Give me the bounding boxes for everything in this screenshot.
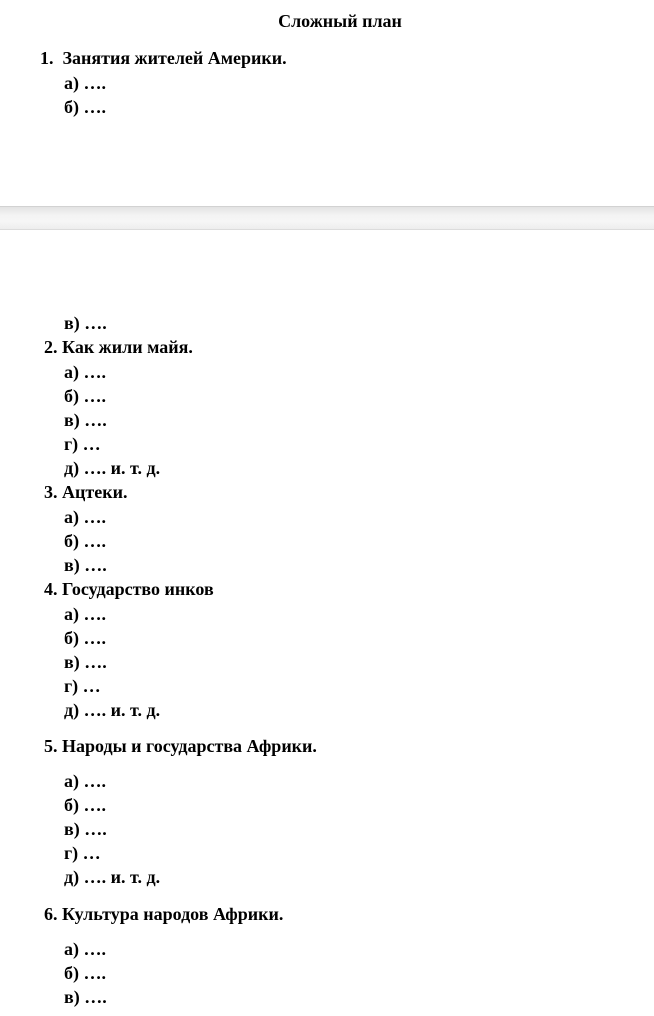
section-3-title: Ацтеки. xyxy=(62,482,128,502)
section-4-title: Государство инков xyxy=(62,579,214,599)
section-2-title: Как жили майя. xyxy=(62,337,193,357)
section-2-heading xyxy=(44,336,193,358)
section-6-title: Культура народов Африки. xyxy=(62,904,284,924)
section-3-heading xyxy=(44,481,127,503)
section-5-item-d: г) … xyxy=(64,843,101,863)
section-5-item-b: б) …. xyxy=(64,795,106,815)
section-1-item-a: а) …. xyxy=(64,73,106,93)
section-1-title: Занятия жителей Америки. xyxy=(62,48,287,68)
section-4-item-e: д) …. и. т. д. xyxy=(64,700,161,720)
section-4-item-d: г) … xyxy=(64,676,101,696)
section-4-number: 4. xyxy=(44,579,58,599)
section-5-title: Народы и государства Африки. xyxy=(62,736,317,756)
section-4-heading xyxy=(44,578,214,600)
section-1-number: 1. xyxy=(40,48,54,68)
section-1-item-c: в) …. xyxy=(64,313,107,333)
section-6-heading xyxy=(44,903,283,925)
page-separator xyxy=(0,206,654,230)
section-5-item-a: а) …. xyxy=(64,771,106,791)
section-1-heading xyxy=(40,47,287,69)
section-3-number: 3. xyxy=(44,482,58,502)
section-5-number: 5. xyxy=(44,736,58,756)
section-2-item-d: г) … xyxy=(64,434,101,454)
section-3-item-c: в) …. xyxy=(64,555,107,575)
section-6-number: 6. xyxy=(44,904,58,924)
section-2-item-b: б) …. xyxy=(64,386,106,406)
section-3-item-b: б) …. xyxy=(64,531,106,551)
section-3-item-a: а) …. xyxy=(64,507,106,527)
section-1-item-b: б) …. xyxy=(64,97,106,117)
document-title: Сложный план xyxy=(278,11,402,31)
section-5-item-e: д) …. и. т. д. xyxy=(64,867,161,887)
section-6-item-b: б) …. xyxy=(64,963,106,983)
section-4-item-a: а) …. xyxy=(64,604,106,624)
section-5-item-c: в) …. xyxy=(64,819,107,839)
section-2-number: 2. xyxy=(44,337,58,357)
section-2-item-c: в) …. xyxy=(64,410,107,430)
section-6-item-a: а) …. xyxy=(64,939,106,959)
section-4-item-c: в) …. xyxy=(64,652,107,672)
section-2-item-e: д) …. и. т. д. xyxy=(64,458,161,478)
section-2-item-a: а) …. xyxy=(64,362,106,382)
section-4-item-b: б) …. xyxy=(64,628,106,648)
section-5-heading xyxy=(44,735,317,757)
section-6-item-c: в) …. xyxy=(64,987,107,1007)
